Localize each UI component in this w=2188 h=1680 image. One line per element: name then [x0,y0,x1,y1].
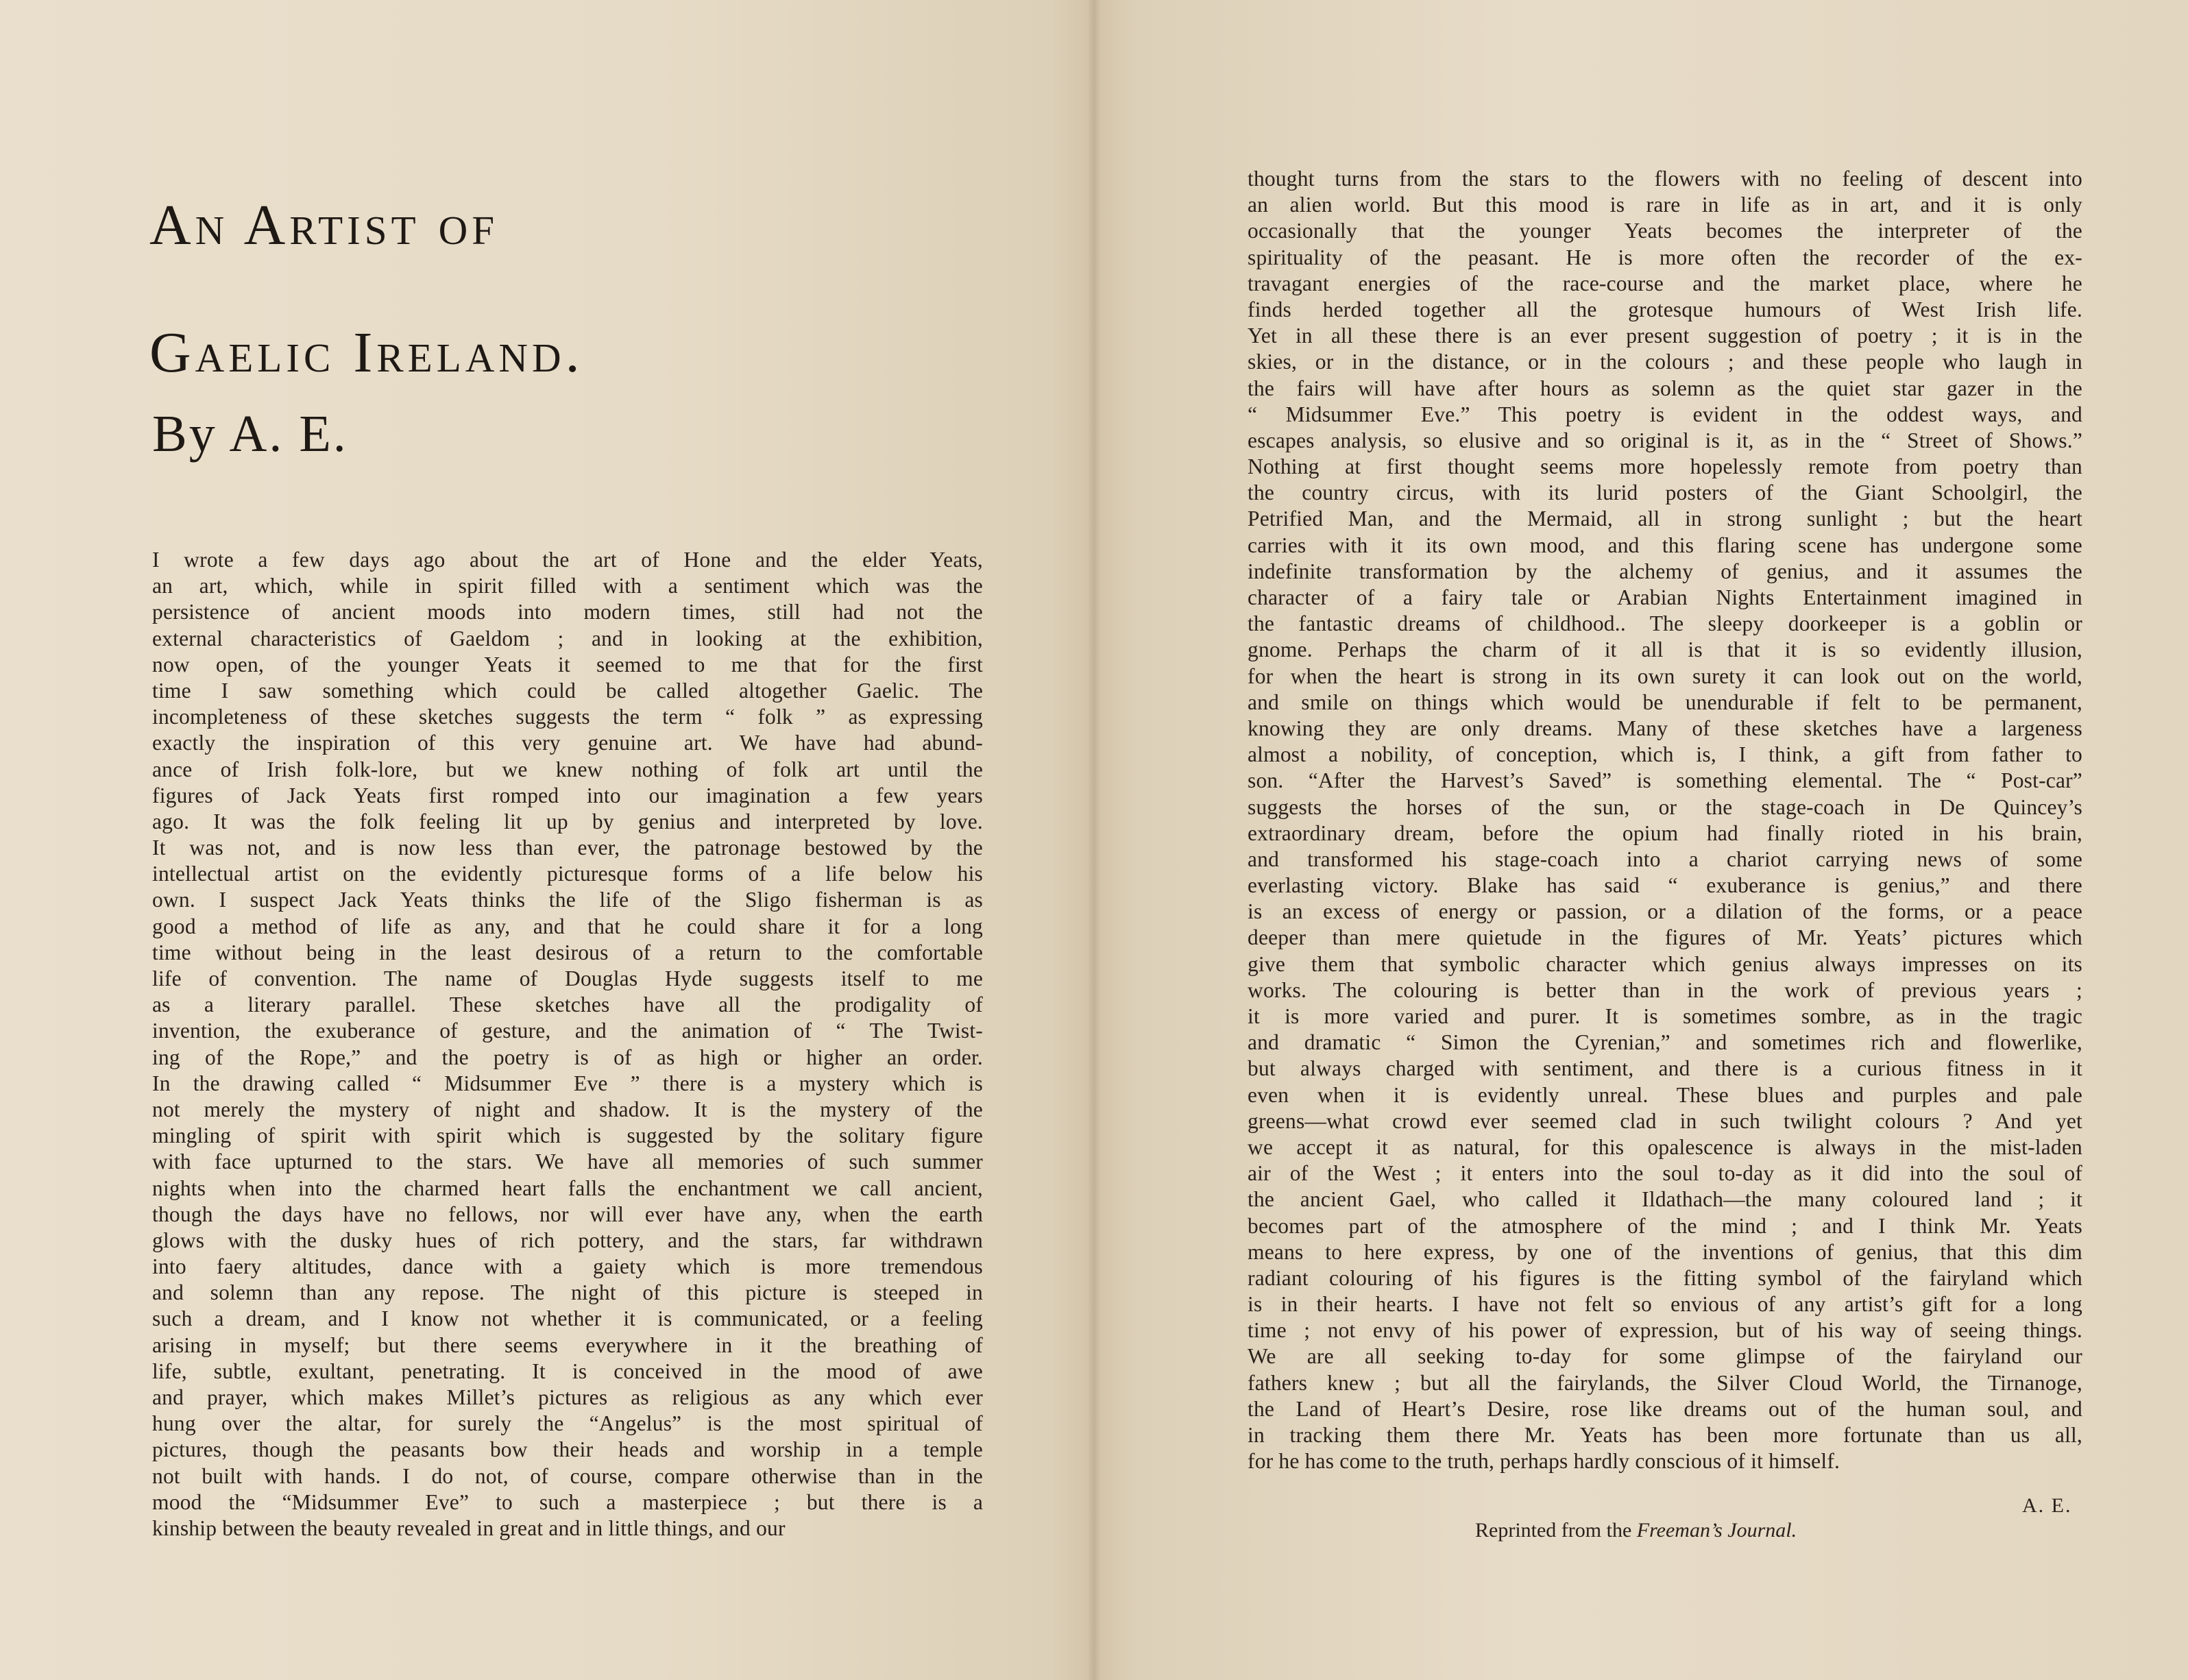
left-text-column [152,547,983,1542]
text-line: son. “After the Harvest’s Saved” is something elemental. The “ Post-car” [1248,768,2082,793]
text-line: thought turns from the stars to the flowers with no feeling of descent into [1248,167,2082,191]
text-line: mood the “Midsummer Eve” to such a masterpiece ; but there is a [152,1489,983,1514]
text-line: even when it is evidently unreal. These blues and purples and pale [1248,1082,2082,1107]
text-line: radiant colouring of his figures is the fitting symbol of the fairyland which [1248,1265,2082,1290]
credit-prefix: Reprinted from the [1475,1519,1632,1542]
text-line: deeper than mere quietude in the figures of Mr. Yeats’ pictures which [1248,925,2082,950]
text-line: air of the West ; it enters into the soul to-day as it did into the soul of [1248,1161,2082,1186]
text-line: knowing they are only dreams. Many of these sketches have a largeness [1248,716,2082,740]
text-line: skies, or in the distance, or in the colours ; and these people who laugh in [1248,350,2082,374]
text-line: escapes analysis, so elusive and so original is it, as in the “ Street of Shows.” [1248,428,2082,452]
credit-source: Freeman’s Journal. [1636,1519,1797,1542]
text-line: means to here express, by one of the inventions of genius, that this dim [1248,1239,2082,1264]
text-line: invention, the exuberance of gesture, and the animation of “ The Twist- [152,1019,983,1043]
text-line: but always charged with sentiment, and there is a curious fitness in it [1248,1056,2082,1081]
text-line: “ Midsummer Eve.” This poetry is evident in the oddest ways, and [1248,402,2082,426]
text-line: indefinite transformation by the alchemy of genius, and it assumes the [1248,559,2082,583]
text-line: we accept it as natural, for this opalescence is always in the mist-laden [1248,1134,2082,1159]
text-line: travagant energies of the race-course and the market place, where he [1248,271,2082,295]
text-line: pictures, though the peasants bow their heads and worship in a temple [152,1437,983,1462]
title-line-1: An Artist of [149,193,499,257]
text-line: arising in myself; but there seems everywhere in it the breathing of [152,1332,983,1357]
text-line: We are all seeking to-day for some glimpse of the fairyland our [1248,1344,2082,1369]
text-line: as a literary parallel. These sketches have all the prodigality of [152,993,983,1017]
text-line: carries with it its own mood, and this flaring scene has undergone some [1248,533,2082,557]
text-line: with face upturned to the stars. We have all memories of such summer [152,1149,983,1174]
text-line: suggests the horses of the sun, or the stage-coach in De Quincey’s [1248,794,2082,819]
text-line: fathers knew ; but all the fairylands, the Silver Cloud World, the Tirnanoge, [1248,1370,2082,1395]
text-line: such a dream, and I know not whether it is communicated, or a feeling [152,1306,983,1331]
text-line: time ; not envy of his power of expression, but of his way of seeing things. [1248,1318,2082,1343]
title-line-2: Gaelic Ireland. [149,321,584,385]
text-line: for he has come to the truth, perhaps hardly conscious of it himself. [1248,1449,1840,1474]
text-line: into faery altitudes, dance with a gaiety which is more tremendous [152,1254,983,1279]
text-line: Petrified Man, and the Mermaid, all in strong sunlight ; but the heart [1248,507,2082,531]
text-line: and smile on things which would be unendurable if felt to be permanent, [1248,690,2082,714]
text-line: the country circus, with its lurid posters of the Giant Schoolgirl, the [1248,480,2082,505]
text-line: for when the heart is strong in its own surety it can look out on the world, [1248,664,2082,688]
text-line: the Land of Heart’s Desire, rose like dreams out of the human soul, and [1248,1396,2082,1421]
text-line: own. I suspect Jack Yeats thinks the life of the Sligo fisherman is as [152,888,983,912]
text-line: exactly the inspiration of this very genuine art. We have had abund- [152,731,983,755]
text-line: Nothing at first thought seems more hopelessly remote from poetry than [1248,454,2082,479]
text-line: figures of Jack Yeats first romped into our imagination a few years [152,783,983,807]
text-line: It was not, and is now less than ever, the patronage bestowed by the [152,836,983,860]
text-line: the fantastic dreams of childhood.. The sleepy doorkeeper is a goblin or [1248,611,2082,636]
text-line: works. The colouring is better than in the work of previous years ; [1248,977,2082,1002]
right-page [1094,0,2188,1680]
text-line: glows with the dusky hues of rich pottery, and the stars, far withdrawn [152,1228,983,1252]
text-line: and solemn than any repose. The night of this picture is steeped in [152,1280,983,1305]
text-line: incompleteness of these sketches suggests the term “ folk ” as expressing [152,705,983,729]
text-line: external characteristics of Gaeldom ; and in looking at the exhibition, [152,626,983,650]
text-line: in tracking them there Mr. Yeats has been more fortunate than us all, [1248,1423,2082,1447]
text-line: time without being in the least desirous of a return to the comfortable [152,940,983,964]
text-line: though the days have no fellows, nor will ever have any, when the earth [152,1202,983,1226]
text-line: hung over the altar, for surely the “Angelus” is the most spiritual of [152,1411,983,1436]
text-line: is an excess of energy or passion, or a dilation of the forms, or a peace [1248,899,2082,924]
text-line: and prayer, which makes Millet’s pictures as religious as any which ever [152,1385,983,1409]
text-line: and transformed his stage-coach into a chariot carrying news of some [1248,847,2082,871]
text-line: it is more varied and purer. It is sometimes sombre, as in the tragic [1248,1004,2082,1028]
text-line: life of convention. The name of Douglas Hyde suggests itself to me [152,966,983,990]
text-line: life, subtle, exultant, penetrating. It is conceived in the mood of awe [152,1359,983,1383]
text-line: ance of Irish folk-lore, but we knew nothing of folk art until the [152,757,983,781]
text-line: finds herded together all the grotesque humours of West Irish life. [1248,297,2082,321]
text-line: not built with hands. I do not, of course, compare otherwise than in the [152,1463,983,1488]
text-line: now open, of the younger Yeats it seemed to me that for the first [152,652,983,677]
text-line: give them that symbolic character which genius always impresses on its [1248,951,2082,976]
text-line: ago. It was the folk feeling lit up by genius and interpreted by love. [152,809,983,833]
text-line: everlasting victory. Blake has said “ exuberance is genius,” and there [1248,873,2082,898]
reprint-credit [1475,1519,1797,1542]
text-line: the fairs will have after hours as solemn as the quiet star gazer in the [1248,376,2082,400]
text-line: gnome. Perhaps the charm of it all is that it is so evidently illusion, [1248,637,2082,662]
text-line: and dramatic “ Simon the Cyrenian,” and sometimes rich and flowerlike, [1248,1030,2082,1055]
text-line: In the drawing called “ Midsummer Eve ” there is a mystery which is [152,1071,983,1095]
text-line: ing of the Rope,” and the poetry is of as high or higher an order. [152,1045,983,1069]
text-line: the ancient Gael, who called it Ildathach—the many coloured land ; it [1248,1187,2082,1212]
text-line: mingling of spirit with spirit which is suggested by the solitary figure [152,1123,983,1148]
text-line: an alien world. But this mood is rare in life as in art, and it is only [1248,193,2082,217]
text-line: occasionally that the younger Yeats becomes the interpreter of the [1248,219,2082,243]
text-line: kinship between the beauty revealed in great and in little things, and our [152,1515,786,1540]
text-line: greens—what crowd ever seemed clad in such twilight colours ? And yet [1248,1108,2082,1133]
article-title [149,162,584,417]
text-line: an art, which, while in spirit filled with a sentiment which was the [152,574,983,598]
right-text-column [1248,166,2082,1474]
text-line: Yet in all these there is an ever present suggestion of poetry ; it is in the [1248,324,2082,348]
text-line: becomes part of the atmosphere of the mind ; and I think Mr. Yeats [1248,1213,2082,1238]
text-line: character of a fairy tale or Arabian Nights Entertainment imagined in [1248,585,2082,609]
text-line: good a method of life as any, and that he could share it for a long [152,914,983,938]
text-line: intellectual artist on the evidently picturesque forms of a life below his [152,862,983,886]
text-line: almost a nobility, of conception, which is, I think, a gift from father to [1248,742,2082,767]
text-line: time I saw something which could be called altogether Gaelic. The [152,678,983,703]
article-byline: By A. E. [152,405,348,463]
signature: A. E. [2022,1494,2072,1517]
text-line: persistence of ancient moods into modern times, still had not the [152,600,983,624]
text-line: nights when into the charmed heart falls the enchantment we call ancient, [152,1176,983,1200]
text-line: extraordinary dream, before the opium had finally rioted in his brain, [1248,820,2082,845]
text-line: not merely the mystery of night and shadow. It is the mystery of the [152,1097,983,1121]
text-line: I wrote a few days ago about the art of Hone and the elder Yeats, [152,548,983,572]
text-line: spirituality of the peasant. He is more often the recorder of the ex- [1248,245,2082,269]
text-line: is in their hearts. I have not felt so envious of any artist’s gift for a long [1248,1292,2082,1317]
